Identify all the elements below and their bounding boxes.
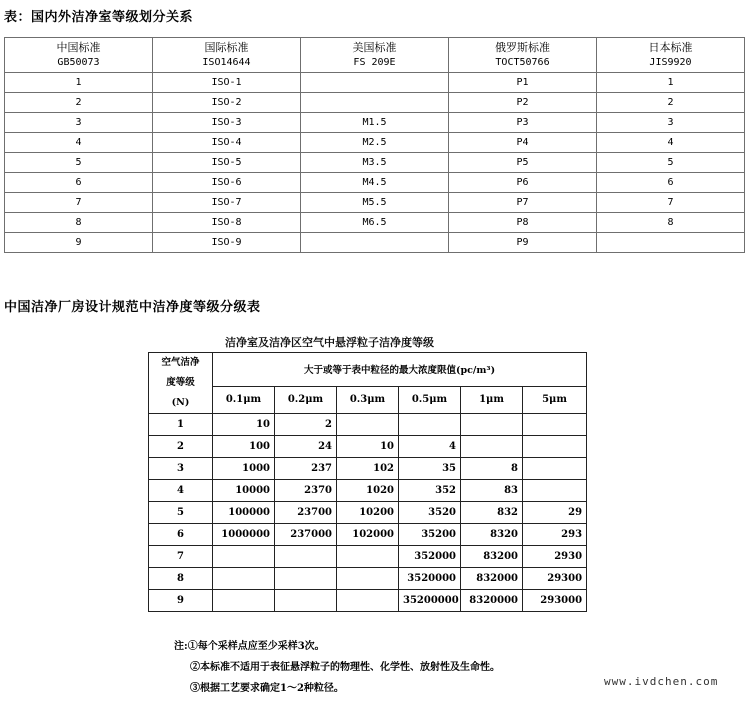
table-cell: M1.5 bbox=[301, 113, 449, 133]
table-cell: 2 bbox=[5, 93, 153, 113]
table-cell: ISO-4 bbox=[153, 133, 301, 153]
table-cell: 4 bbox=[5, 133, 153, 153]
concentration-cell: 8320000 bbox=[461, 590, 523, 612]
concentration-cell: 10 bbox=[337, 436, 399, 458]
class-cell: 1 bbox=[149, 414, 213, 436]
table-cell: 9 bbox=[5, 233, 153, 253]
table-row bbox=[149, 436, 587, 458]
concentration-cell bbox=[337, 546, 399, 568]
size-header: 0.1μm bbox=[213, 386, 275, 413]
table-cell: P7 bbox=[449, 193, 597, 213]
class-cell: 5 bbox=[149, 502, 213, 524]
table-cell: M5.5 bbox=[301, 193, 449, 213]
concentration-cell: 1020 bbox=[337, 480, 399, 502]
table-cell: P4 bbox=[449, 133, 597, 153]
header-china bbox=[5, 38, 153, 73]
concentration-cell: 35200 bbox=[399, 524, 461, 546]
concentration-cell bbox=[399, 414, 461, 436]
table-row bbox=[149, 590, 587, 612]
concentration-cell: 83200 bbox=[461, 546, 523, 568]
concentration-cell: 10 bbox=[213, 414, 275, 436]
concentration-cell bbox=[523, 458, 587, 480]
table-cell: ISO-9 bbox=[153, 233, 301, 253]
concentration-cell: 237 bbox=[275, 458, 337, 480]
concentration-cell bbox=[213, 568, 275, 590]
table-row bbox=[149, 524, 587, 546]
concentration-cell: 3520000 bbox=[399, 568, 461, 590]
concentration-cell: 24 bbox=[275, 436, 337, 458]
table-cell bbox=[301, 233, 449, 253]
concentration-cell bbox=[523, 480, 587, 502]
table-cell: 2 bbox=[597, 93, 745, 113]
header-name: 日本标准 bbox=[648, 41, 693, 54]
table-row bbox=[5, 93, 745, 113]
table-row bbox=[149, 502, 587, 524]
note-2: ②本标准不适用于表征悬浮粒子的物理性、化学性、放射性及生命性。 bbox=[190, 662, 500, 673]
concentration-cell: 83 bbox=[461, 480, 523, 502]
concentration-cell: 23700 bbox=[275, 502, 337, 524]
table-row bbox=[149, 546, 587, 568]
size-header: 0.3μm bbox=[337, 386, 399, 413]
table-cell: 1 bbox=[5, 73, 153, 93]
class-cell: 3 bbox=[149, 458, 213, 480]
concentration-cell: 10000 bbox=[213, 480, 275, 502]
row-header-line: 度等级 bbox=[166, 377, 195, 388]
concentration-cell: 237000 bbox=[275, 524, 337, 546]
header-russia bbox=[449, 38, 597, 73]
note-3: ③根据工艺要求确定1～2种粒径。 bbox=[190, 683, 344, 694]
header-usa bbox=[301, 38, 449, 73]
table-row bbox=[149, 568, 587, 590]
table-cell: 3 bbox=[597, 113, 745, 133]
table-cell: 1 bbox=[597, 73, 745, 93]
concentration-cell: 35 bbox=[399, 458, 461, 480]
concentration-cell bbox=[523, 436, 587, 458]
header-code: FS 209E bbox=[353, 57, 396, 68]
table-row bbox=[149, 458, 587, 480]
concentration-cell bbox=[523, 414, 587, 436]
concentration-cell: 832000 bbox=[461, 568, 523, 590]
table-cell: 3 bbox=[5, 113, 153, 133]
table-cell: ISO-5 bbox=[153, 153, 301, 173]
table-cell: 6 bbox=[5, 173, 153, 193]
site-watermark: www.ivdchen.com bbox=[604, 675, 719, 688]
concentration-cell: 352 bbox=[399, 480, 461, 502]
concentration-cell: 4 bbox=[399, 436, 461, 458]
table-cell: 8 bbox=[5, 213, 153, 233]
concentration-cell: 29300 bbox=[523, 568, 587, 590]
table-header-row bbox=[149, 353, 587, 387]
table-cell: P5 bbox=[449, 153, 597, 173]
table-cell: 7 bbox=[5, 193, 153, 213]
row-header-line: (N) bbox=[171, 397, 190, 408]
class-cell: 7 bbox=[149, 546, 213, 568]
table-row bbox=[5, 113, 745, 133]
class-column-header bbox=[149, 353, 213, 414]
concentration-cell: 8 bbox=[461, 458, 523, 480]
table-cell: 7 bbox=[597, 193, 745, 213]
concentration-cell: 35200000 bbox=[399, 590, 461, 612]
table-cell: P6 bbox=[449, 173, 597, 193]
concentration-cell bbox=[461, 436, 523, 458]
standards-comparison-table bbox=[4, 37, 745, 253]
table-cell: P8 bbox=[449, 213, 597, 233]
concentration-cell bbox=[275, 568, 337, 590]
size-header: 1μm bbox=[461, 386, 523, 413]
table-cell: M6.5 bbox=[301, 213, 449, 233]
concentration-cell: 100 bbox=[213, 436, 275, 458]
table-row bbox=[5, 133, 745, 153]
header-name: 俄罗斯标准 bbox=[495, 41, 550, 54]
concentration-cell: 293000 bbox=[523, 590, 587, 612]
header-code: TOCT50766 bbox=[495, 57, 550, 68]
table-cell bbox=[301, 93, 449, 113]
table-row bbox=[149, 480, 587, 502]
header-international bbox=[153, 38, 301, 73]
table-cell: 6 bbox=[597, 173, 745, 193]
concentration-cell: 2 bbox=[275, 414, 337, 436]
table-cell: P9 bbox=[449, 233, 597, 253]
table-row bbox=[149, 414, 587, 436]
table-cell: M3.5 bbox=[301, 153, 449, 173]
table-cell: M4.5 bbox=[301, 173, 449, 193]
concentration-cell: 8320 bbox=[461, 524, 523, 546]
table-cell: ISO-2 bbox=[153, 93, 301, 113]
concentration-cell bbox=[275, 546, 337, 568]
header-code: GB50073 bbox=[57, 57, 100, 68]
concentration-cell: 29 bbox=[523, 502, 587, 524]
concentration-cell: 1000 bbox=[213, 458, 275, 480]
table-cell: 5 bbox=[597, 153, 745, 173]
concentration-cell: 293 bbox=[523, 524, 587, 546]
table-cell: ISO-3 bbox=[153, 113, 301, 133]
concentration-cell: 2930 bbox=[523, 546, 587, 568]
table-cell: P1 bbox=[449, 73, 597, 93]
concentration-cell bbox=[337, 568, 399, 590]
concentration-cell: 100000 bbox=[213, 502, 275, 524]
table-cell: 8 bbox=[597, 213, 745, 233]
table-cell: M2.5 bbox=[301, 133, 449, 153]
header-japan bbox=[597, 38, 745, 73]
concentration-cell bbox=[275, 590, 337, 612]
table-cell bbox=[301, 73, 449, 93]
table-cell: ISO-6 bbox=[153, 173, 301, 193]
table-row bbox=[5, 73, 745, 93]
concentration-cell: 102 bbox=[337, 458, 399, 480]
table-row bbox=[5, 233, 745, 253]
note-1: 注:①每个采样点应至少采样3次。 bbox=[174, 641, 325, 652]
size-header: 5μm bbox=[523, 386, 587, 413]
table1-title: 表：国内外洁净室等级划分关系 bbox=[4, 10, 194, 25]
concentration-cell: 3520 bbox=[399, 502, 461, 524]
header-name: 美国标准 bbox=[352, 41, 397, 54]
header-name: 中国标准 bbox=[56, 41, 101, 54]
table-cell: P3 bbox=[449, 113, 597, 133]
concentration-cell: 1000000 bbox=[213, 524, 275, 546]
table-cell: ISO-8 bbox=[153, 213, 301, 233]
concentration-cell bbox=[337, 590, 399, 612]
class-cell: 9 bbox=[149, 590, 213, 612]
table2-caption: 洁净室及洁净区空气中悬浮粒子洁净度等级 bbox=[225, 336, 434, 349]
size-header: 0.5μm bbox=[399, 386, 461, 413]
table2-title: 中国洁净厂房设计规范中洁净度等级分级表 bbox=[4, 300, 261, 315]
table-cell: ISO-1 bbox=[153, 73, 301, 93]
concentration-cell bbox=[213, 590, 275, 612]
class-cell: 8 bbox=[149, 568, 213, 590]
concentration-limit-header: 大于或等于表中粒径的最大浓度限值(pc/m³) bbox=[213, 353, 587, 387]
table-header-row bbox=[5, 38, 745, 73]
header-name: 国际标准 bbox=[204, 41, 249, 54]
concentration-cell: 102000 bbox=[337, 524, 399, 546]
table-cell bbox=[597, 233, 745, 253]
concentration-cell bbox=[337, 414, 399, 436]
table-cell: 5 bbox=[5, 153, 153, 173]
table2-notes bbox=[174, 636, 500, 699]
table-row bbox=[5, 173, 745, 193]
header-code: JIS9920 bbox=[649, 57, 692, 68]
concentration-cell: 2370 bbox=[275, 480, 337, 502]
header-code: ISO14644 bbox=[202, 57, 251, 68]
class-cell: 4 bbox=[149, 480, 213, 502]
class-cell: 6 bbox=[149, 524, 213, 546]
concentration-cell: 832 bbox=[461, 502, 523, 524]
table-row bbox=[5, 193, 745, 213]
concentration-cell: 352000 bbox=[399, 546, 461, 568]
table-cell: 4 bbox=[597, 133, 745, 153]
size-header: 0.2μm bbox=[275, 386, 337, 413]
table-row bbox=[5, 153, 745, 173]
particle-size-header-row bbox=[149, 386, 587, 413]
concentration-cell: 10200 bbox=[337, 502, 399, 524]
table-row bbox=[5, 213, 745, 233]
table-cell: ISO-7 bbox=[153, 193, 301, 213]
cleanliness-class-table bbox=[148, 352, 587, 612]
concentration-cell bbox=[461, 414, 523, 436]
class-cell: 2 bbox=[149, 436, 213, 458]
row-header-line: 空气洁净 bbox=[161, 357, 200, 368]
table-cell: P2 bbox=[449, 93, 597, 113]
concentration-cell bbox=[213, 546, 275, 568]
